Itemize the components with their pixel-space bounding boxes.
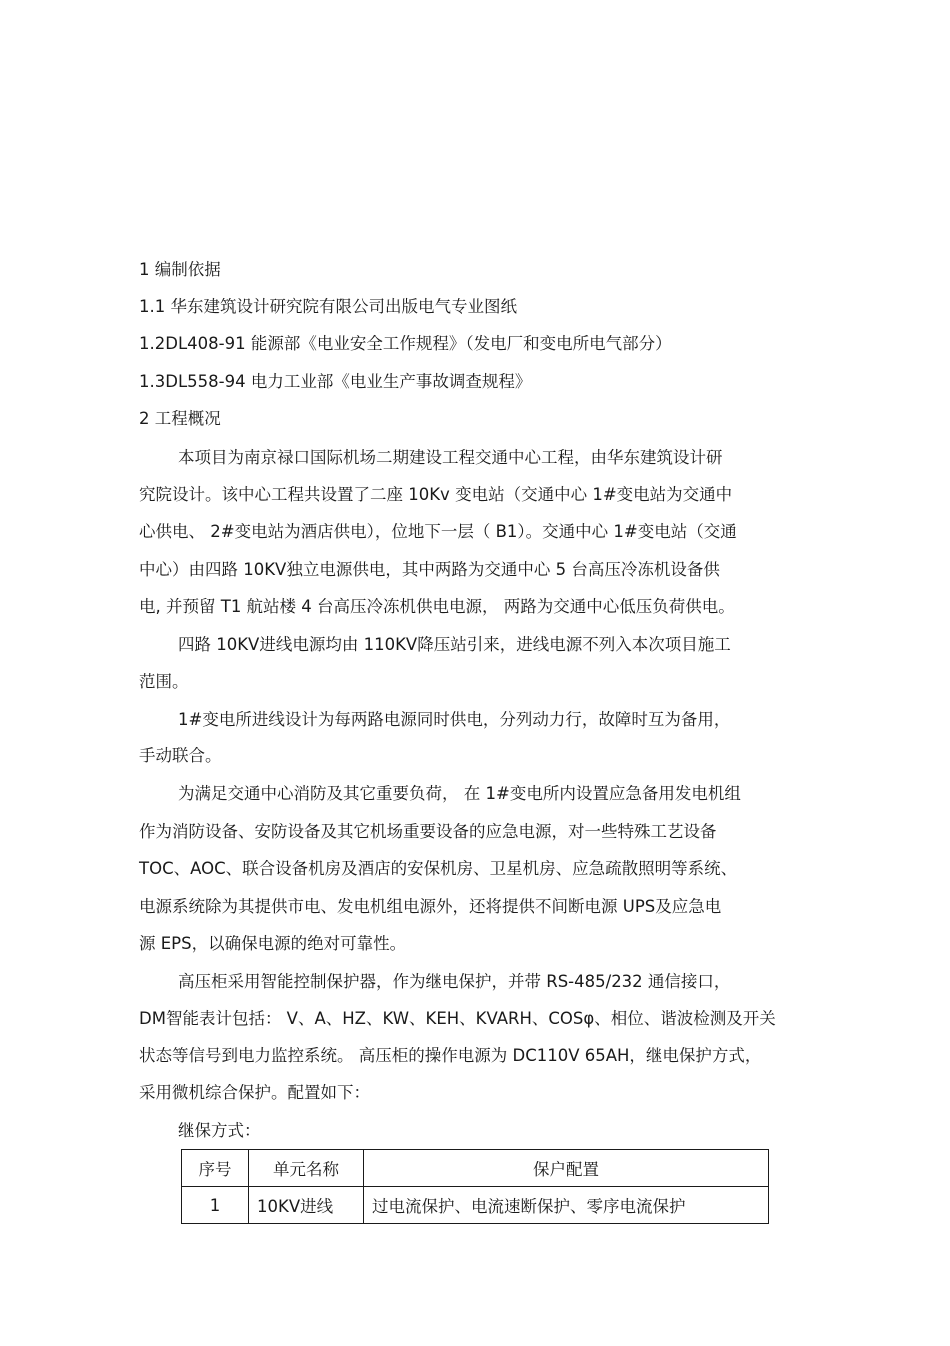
column-header-index: 序号 [182,1150,249,1187]
paragraph-line: 本项目为南京禄口国际机场二期建设工程交通中心工程，由华东建筑设计研 [178,448,723,467]
paragraph-line: 究院设计。该中心工程共设置了二座 10Kv 变电站（交通中心 1#变电站为交通中 [139,485,733,504]
paragraph-line: 中心）由四路 10KV独立电源供电，其中两路为交通中心 5 台高压冷冻机设备供 [139,560,720,579]
table-cell-unit-name: 10KV进线 [249,1187,364,1224]
paragraph-line: 采用微机综合保护。配置如下： [139,1083,370,1102]
relay-protection-table [181,1149,769,1224]
paragraph-line: 心供电、 2#变电站为酒店供电），位地下一层（ B1）。交通中心 1#变电站（交通 [139,522,737,541]
heading-1-1: 1.1 华东建筑设计研究院有限公司出版电气专业图纸 [139,297,517,316]
column-header-protection-config: 保户配置 [364,1150,769,1187]
paragraph-line: 作为消防设备、安防设备及其它机场重要设备的应急电源，对一些特殊工艺设备 [139,822,717,841]
paragraph-line: 高压柜采用智能控制保护器，作为继电保护，并带 RS-485/232 通信接口， [178,972,731,991]
heading-1-3: 1.3DL558-94 电力工业部《电业生产事故调查规程》 [139,372,532,391]
table-row [182,1187,769,1224]
paragraph-line: 1#变电所进线设计为每两路电源同时供电，分列动力行，故障时互为备用， [178,710,731,729]
paragraph-line: 手动联合。 [139,746,222,765]
paragraph-line: 状态等信号到电力监控系统。 高压柜的操作电源为 DC110V 65AH，继电保护方式， [139,1046,762,1065]
table-header-row [182,1150,769,1187]
paragraph-line: 为满足交通中心消防及其它重要负荷， 在 1#变电所内设置应急备用发电机组 [178,784,741,803]
table-cell-index: 1 [182,1187,249,1224]
table-cell-protection-config: 过电流保护、电流速断保护、零序电流保护 [364,1187,769,1224]
relay-method-label: 继保方式： [178,1121,261,1140]
heading-2: 2 工程概况 [139,409,221,428]
paragraph-line: 范围。 [139,672,189,691]
paragraph-line: 四路 10KV进线电源均由 110KV降压站引来，进线电源不列入本次项目施工 [178,635,731,654]
paragraph-line: DM智能表计包括： V、A、HZ、KW、KEH、KVARH、COSφ、相位、谐波检测及开关 [139,1009,776,1028]
heading-1-2: 1.2DL408-91 能源部《电业安全工作规程》（发电厂和变电所电气部分） [139,334,672,353]
paragraph-line: 电, 并预留 T1 航站楼 4 台高压冷冻机供电电源， 两路为交通中心低压负荷供电。 [139,597,735,616]
paragraph-line: TOC、AOC、联合设备机房及酒店的安保机房、卫星机房、应急疏散照明等系统、 [139,859,738,878]
paragraph-line: 源 EPS，以确保电源的绝对可靠性。 [139,934,407,953]
paragraph-line: 电源系统除为其提供市电、发电机组电源外，还将提供不间断电源 UPS及应急电 [139,897,722,916]
column-header-unit-name: 单元名称 [249,1150,364,1187]
heading-1: 1 编制依据 [139,260,221,279]
